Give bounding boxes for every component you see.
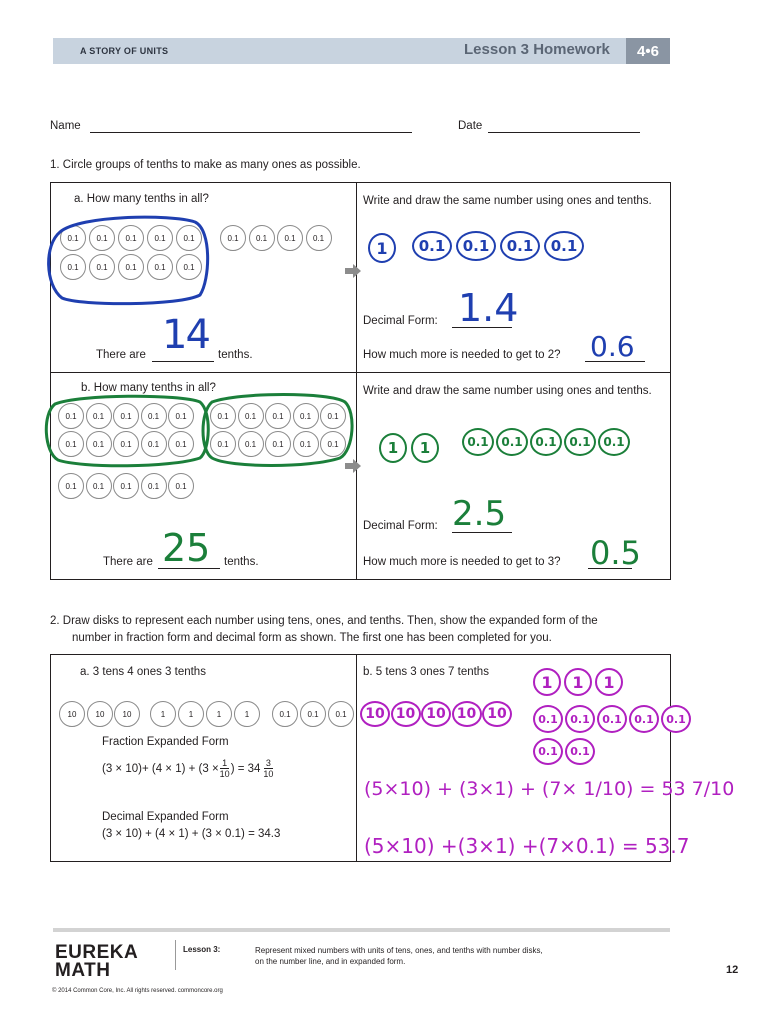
q2a-fraction-expr: [102, 758, 273, 779]
q2b-fraction-hand: (5×10) + (3×1) + (7× 1/10) = 53 7/10: [364, 778, 735, 800]
series-title: A STORY OF UNITS: [80, 46, 169, 56]
drawn-tenth-disk: 0.1: [565, 705, 595, 733]
q1b-right-prompt: Write and draw the same number using ones and tenths.: [363, 385, 652, 397]
q2-prompt-line2: number in fraction form and decimal form as shown. The first one has been completed for you.: [72, 632, 552, 644]
number-disk: 10: [87, 701, 113, 727]
q1a-tenths-label: tenths.: [218, 349, 253, 361]
q1a-decimal-label: Decimal Form:: [363, 315, 438, 327]
q1b-decimal-answer: 2.5: [452, 494, 507, 534]
q1b-there-are: There are: [103, 556, 153, 568]
q1a-blue-circle: [40, 210, 215, 310]
number-disk: 1: [150, 701, 176, 727]
tenth-disk: 0.1: [118, 225, 144, 251]
tenth-disk: 0.1: [293, 403, 319, 429]
tenth-disk: 0.1: [86, 473, 112, 499]
number-disk: 0.1: [272, 701, 298, 727]
q1b-more-prompt: How much more is needed to get to 3?: [363, 556, 561, 568]
drawn-tenth-disk: 0.1: [530, 428, 562, 456]
q1a-there-are: There are: [96, 349, 146, 361]
tenth-disk: 0.1: [113, 431, 139, 457]
footer-lesson-label: Lesson 3:: [183, 945, 221, 954]
tenth-disk: 0.1: [249, 225, 275, 251]
copyright: © 2014 Common Core, Inc. All rights reserved. commoncore.org: [52, 988, 223, 994]
logo-line2: MATH: [55, 960, 111, 981]
tenth-disk: 0.1: [141, 431, 167, 457]
number-disk: 10: [59, 701, 85, 727]
drawn-tenth-disk: 0.1: [565, 738, 595, 765]
q2a-frac-num: 1: [222, 758, 228, 768]
q1-prompt: 1. Circle groups of tenths to make as many ones as possible.: [50, 159, 361, 171]
tenth-disk: 0.1: [210, 431, 236, 457]
drawn-ten-disk: 10: [360, 701, 390, 727]
name-field[interactable]: [90, 132, 412, 133]
drawn-ten-disk: 10: [421, 701, 451, 727]
q1a-question: a. How many tenths in all?: [74, 193, 209, 205]
q1a-answer: 14: [162, 312, 209, 358]
tenth-disk: 0.1: [265, 403, 291, 429]
drawn-one-disk: 1: [368, 233, 396, 263]
q2a-fraction-title: Fraction Expanded Form: [102, 736, 229, 748]
tenth-disk: 0.1: [176, 254, 202, 280]
q1a-more-answer: 0.6: [590, 330, 635, 363]
tenth-disk: 0.1: [60, 254, 86, 280]
tenth-disk: 0.1: [220, 225, 246, 251]
drawn-ten-disk: 10: [391, 701, 421, 727]
q1b-decimal-label: Decimal Form:: [363, 520, 438, 532]
number-disk: 1: [206, 701, 232, 727]
date-label: Date: [458, 120, 483, 132]
drawn-tenth-disk: 0.1: [598, 428, 630, 456]
number-disk: 10: [114, 701, 140, 727]
tenth-disk: 0.1: [147, 225, 173, 251]
tenth-disk: 0.1: [238, 403, 264, 429]
number-disk: 1: [234, 701, 260, 727]
q1b-question: b. How many tenths in all?: [81, 382, 216, 394]
drawn-tenth-disk: 0.1: [597, 705, 627, 733]
tenth-disk: 0.1: [293, 431, 319, 457]
tenth-disk: 0.1: [210, 403, 236, 429]
number-disk: 1: [178, 701, 204, 727]
drawn-tenth-disk: 0.1: [544, 231, 584, 261]
tenth-disk: 0.1: [306, 225, 332, 251]
drawn-tenth-disk: 0.1: [629, 705, 659, 733]
tenth-disk: 0.1: [118, 254, 144, 280]
q1b-answer: 25: [162, 526, 211, 570]
q2-prompt-line1: 2. Draw disks to represent each number using tens, ones, and tenths. Then, show the expanded form of the: [50, 615, 598, 627]
q1a-more-prompt: How much more is needed to get to 2?: [363, 349, 561, 361]
tenth-disk: 0.1: [89, 254, 115, 280]
drawn-tenth-disk: 0.1: [533, 738, 563, 765]
footer-rule: [53, 928, 670, 932]
tenth-disk: 0.1: [147, 254, 173, 280]
q2a-label: a. 3 tens 4 ones 3 tenths: [80, 666, 206, 678]
q1-row-divider: [50, 372, 670, 373]
arrow-icon: [345, 459, 363, 473]
q1a-right-prompt: Write and draw the same number using ones and tenths.: [363, 195, 652, 207]
q2-divider: [356, 654, 357, 861]
tenth-disk: 0.1: [265, 431, 291, 457]
q1b-green-circles: [40, 392, 360, 472]
q2b-decimal-hand: (5×10) +(3×1) +(7×0.1) = 53.7: [364, 834, 690, 858]
name-label: Name: [50, 120, 81, 132]
q2a-frac-den: 10: [219, 769, 230, 779]
lesson-title: Lesson 3 Homework: [464, 41, 610, 58]
drawn-tenth-disk: 0.1: [661, 705, 691, 733]
q2a-result-num: 3: [265, 758, 271, 768]
logo-line1: EUREKA: [55, 942, 139, 963]
footer-description: Represent mixed numbers with units of tens, ones, and tenths with number disks, on the number line, and in expanded form.: [255, 946, 543, 966]
tenth-disk: 0.1: [320, 431, 346, 457]
tenth-disk: 0.1: [86, 403, 112, 429]
drawn-tenth-disk: 0.1: [412, 231, 452, 261]
tenth-disk: 0.1: [320, 403, 346, 429]
q1-divider: [356, 182, 357, 579]
tenth-disk: 0.1: [58, 403, 84, 429]
q2a-decimal-title: Decimal Expanded Form: [102, 811, 229, 823]
drawn-one-disk: 1: [595, 668, 623, 696]
q1a-decimal-answer: 1.4: [458, 286, 519, 330]
tenth-disk: 0.1: [86, 431, 112, 457]
tenth-disk: 0.1: [277, 225, 303, 251]
tenth-disk: 0.1: [168, 473, 194, 499]
drawn-one-disk: 1: [411, 433, 439, 463]
q2b-label: b. 5 tens 3 ones 7 tenths: [363, 666, 489, 678]
number-disk: 0.1: [328, 701, 354, 727]
page-number: 12: [726, 964, 739, 976]
tenth-disk: 0.1: [176, 225, 202, 251]
q2a-result-frac: [263, 758, 273, 779]
arrow-icon: [345, 264, 363, 278]
tenth-disk: 0.1: [238, 431, 264, 457]
q2a-frac: [220, 758, 230, 779]
tenth-disk: 0.1: [58, 473, 84, 499]
tenth-disk: 0.1: [168, 403, 194, 429]
tenth-disk: 0.1: [113, 473, 139, 499]
date-field[interactable]: [488, 132, 640, 133]
drawn-one-disk: 1: [564, 668, 592, 696]
q2a-fraction-start: (3 × 10)+ (4 × 1) + (3 ×: [102, 762, 219, 775]
footer-divider: [175, 940, 176, 970]
drawn-tenth-disk: 0.1: [496, 428, 528, 456]
eureka-math-logo: [55, 944, 138, 980]
tenth-disk: 0.1: [141, 473, 167, 499]
q1b-tenths-label: tenths.: [224, 556, 259, 568]
tenth-disk: 0.1: [89, 225, 115, 251]
q2a-decimal-expr: (3 × 10) + (4 × 1) + (3 × 0.1) = 34.3: [102, 828, 281, 840]
q1a-answer-line: [152, 361, 214, 362]
drawn-tenth-disk: 0.1: [462, 428, 494, 456]
tenth-disk: 0.1: [113, 403, 139, 429]
q1b-more-answer: 0.5: [590, 534, 641, 572]
number-disk: 0.1: [300, 701, 326, 727]
drawn-tenth-disk: 0.1: [500, 231, 540, 261]
tenth-disk: 0.1: [60, 225, 86, 251]
tenth-disk: 0.1: [58, 431, 84, 457]
drawn-one-disk: 1: [533, 668, 561, 696]
q2a-result-den: 10: [263, 769, 274, 779]
drawn-tenth-disk: 0.1: [456, 231, 496, 261]
drawn-ten-disk: 10: [482, 701, 512, 727]
tenth-disk: 0.1: [168, 431, 194, 457]
tenth-disk: 0.1: [141, 403, 167, 429]
drawn-one-disk: 1: [379, 433, 407, 463]
drawn-tenth-disk: 0.1: [533, 705, 563, 733]
q2a-fraction-mid: ) = 34: [230, 762, 261, 775]
drawn-ten-disk: 10: [452, 701, 482, 727]
drawn-tenth-disk: 0.1: [564, 428, 596, 456]
grade-badge: 4•6: [626, 38, 670, 64]
